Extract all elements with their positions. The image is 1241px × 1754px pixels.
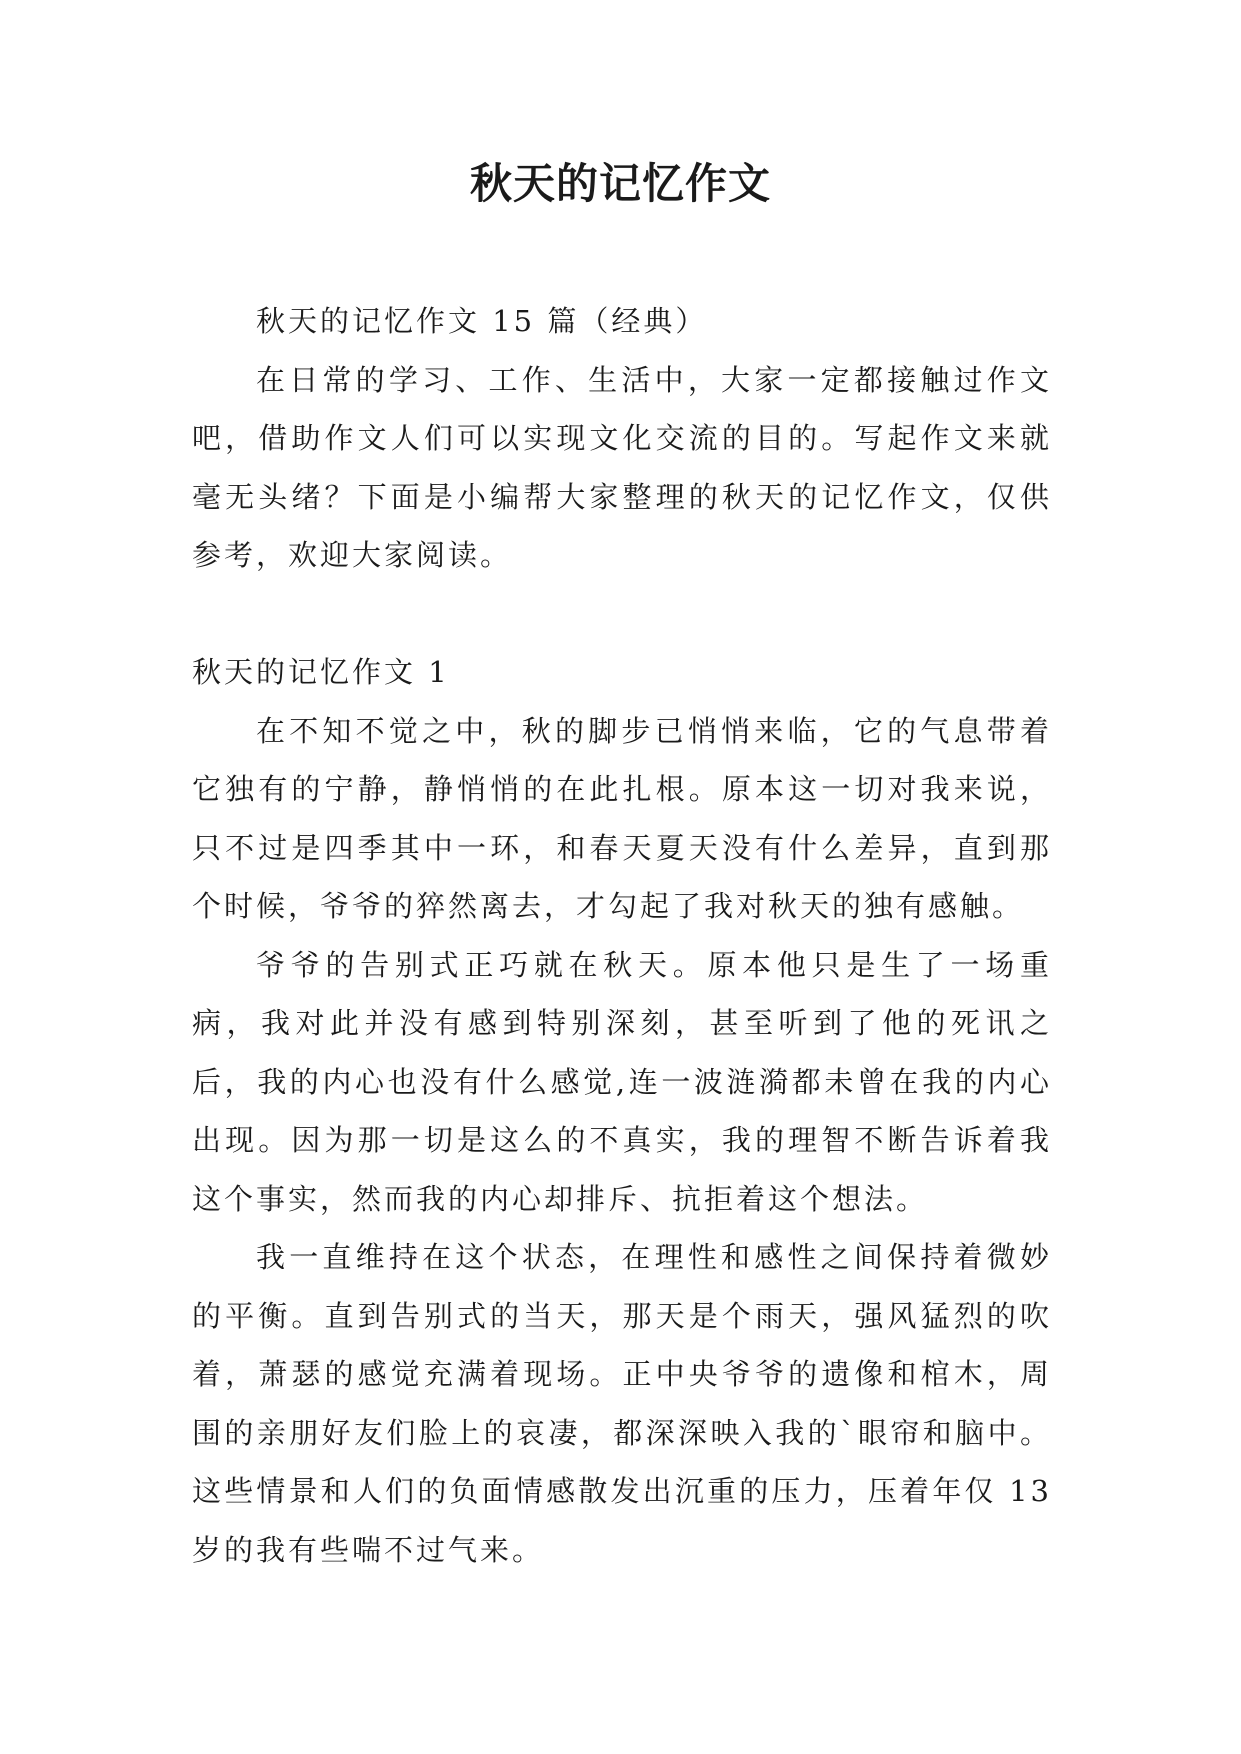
document-title: 秋天的记忆作文 [469, 159, 771, 208]
body-paragraph-2: 爷爷的告别式正巧就在秋天。原本他只是生了一场重病，我对此并没有感到特别深刻，甚至听到了他的死讯之后，我的内心也没有什么感觉,连一波涟漪都未曾在我的内心出现。因为那一切是这么的不真实，我的理智不断告诉着我这个事实，然而我的内心却排斥、抗拒着这个想法。 [192, 947, 1052, 1216]
section-spacer [192, 585, 1052, 644]
document-body [192, 292, 1052, 1579]
document-subtitle: 秋天的记忆作文 15 篇（经典） [256, 304, 708, 338]
section-heading: 秋天的记忆作文 1 [192, 655, 450, 689]
intro-paragraph: 在日常的学习、工作、生活中，大家一定都接触过作文吧，借助作文人们可以实现文化交流的目的。写起作文来就毫无头绪？下面是小编帮大家整理的秋天的记忆作文，仅供参考，欢迎大家阅读。 [192, 362, 1052, 572]
body-paragraph-3: 我一直维持在这个状态，在理性和感性之间保持着微妙的平衡。直到告别式的当天，那天是个雨天，强风猛烈的吹着，萧瑟的感觉充满着现场。正中央爷爷的遗像和棺木，周围的亲朋好友们脸上的哀凄，都深深映入我的`眼帘和脑中。这些情景和人们的负面情感散发出沉重的压力，压着年仅 13 岁的我有些喘不过气来。 [192, 1240, 1052, 1567]
body-paragraph-1: 在不知不觉之中，秋的脚步已悄悄来临，它的气息带着它独有的宁静，静悄悄的在此扎根。原本这一切对我来说，只不过是四季其中一环，和春天夏天没有什么差异，直到那个时候，爷爷的猝然离去，才勾起了我对秋天的独有感触。 [192, 713, 1052, 923]
